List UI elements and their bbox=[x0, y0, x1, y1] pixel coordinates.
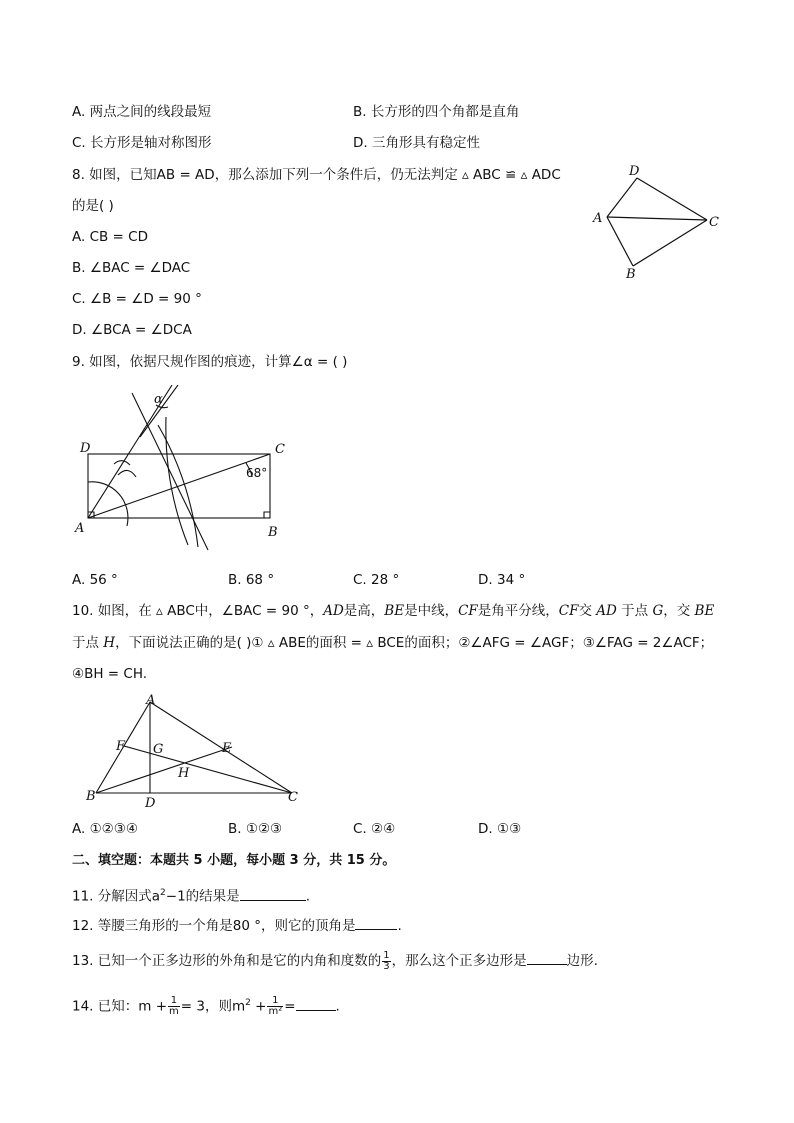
q9-fig-label-a: A bbox=[75, 521, 85, 536]
q10-stem-line1: 10. 如图，在 ▵ ABC中，∠BAC = 90 °，AD是高，BE是中线，CF是角平分线，CF交 AD 于点 G，交 BE bbox=[72, 603, 715, 619]
q10-fig-label-d: D bbox=[145, 796, 156, 811]
q10-fig-label-e: E bbox=[222, 741, 232, 756]
q9-fig-label-d: D bbox=[80, 441, 91, 456]
q9-fig-label-b: B bbox=[268, 525, 278, 540]
q10-fig-label-a: A bbox=[146, 693, 156, 708]
q14-fraction-1: $\frac{1}{m}$ bbox=[169, 995, 179, 1017]
q9-fig-label-c: C bbox=[275, 442, 285, 457]
q10-fig-label-g: G bbox=[153, 742, 164, 757]
q9-fig-angle-68: 68° bbox=[246, 466, 268, 480]
q8-figure bbox=[585, 158, 725, 283]
q14-answer-blank[interactable] bbox=[296, 996, 336, 1011]
q8-fig-label-d: D bbox=[629, 164, 640, 179]
q8-stem-line2: 的是( ) bbox=[72, 198, 114, 214]
q9-stem: 9. 如图，依据尺规作图的痕迹，计算∠α = ( ) bbox=[72, 354, 348, 370]
q9-option-b: B. 68 ° bbox=[228, 572, 275, 588]
q13-fraction: $\frac{1}{3}$ bbox=[383, 949, 390, 972]
q9-figure bbox=[70, 385, 300, 555]
q11-answer-blank[interactable] bbox=[240, 886, 306, 901]
q11: 11. 分解因式$a^2-1$的结果是 . bbox=[72, 884, 310, 906]
q12: 12. 等腰三角形的一个角是80 °，则它的顶角是 . bbox=[72, 915, 402, 935]
q8-fig-label-a: A bbox=[593, 211, 603, 226]
q10-fig-label-f: F bbox=[116, 739, 126, 754]
q8-fig-label-c: C bbox=[709, 215, 719, 230]
q7-option-a: A. 两点之间的线段最短 bbox=[72, 104, 212, 120]
q13-answer-blank[interactable] bbox=[527, 950, 567, 965]
q10-option-b: B. ①②③ bbox=[228, 821, 283, 837]
q7-option-d: D. 三角形具有稳定性 bbox=[353, 135, 480, 151]
q8-fig-label-b: B bbox=[626, 267, 636, 282]
q10-option-a: A. ①②③④ bbox=[72, 821, 138, 837]
q14: 14. 已知：m + $\frac{1}{m}$ = 3，则$m^2$ + $\frac{1}{\text{m²}}$ = . bbox=[72, 995, 340, 1017]
q9-fig-label-alpha: α bbox=[154, 392, 163, 407]
q9-option-a: A. 56 ° bbox=[72, 572, 118, 588]
q8-option-c: C. ∠B = ∠D = 90 ° bbox=[72, 291, 202, 307]
q10-fig-label-b: B bbox=[86, 789, 96, 804]
q10-option-d: D. ①③ bbox=[478, 821, 522, 837]
section2-title: 二、填空题：本题共 5 小题，每小题 3 分，共 15 分。 bbox=[72, 853, 396, 868]
q8-option-b: B. ∠BAC = ∠DAC bbox=[72, 260, 191, 276]
q10-stem-line2: 于点 H，下面说法正确的是( )① ▵ ABE的面积 = ▵ BCE的面积；②∠AFG = ∠AGF；③∠FAG = 2∠ACF； bbox=[72, 635, 714, 651]
q7-option-c: C. 长方形是轴对称图形 bbox=[72, 135, 212, 151]
q8-option-d: D. ∠BCA = ∠DCA bbox=[72, 322, 192, 338]
q12-answer-blank[interactable] bbox=[355, 915, 397, 930]
q9-option-d: D. 34 ° bbox=[478, 572, 526, 588]
q10-fig-label-h: H bbox=[178, 766, 190, 781]
q10-option-c: C. ②④ bbox=[353, 821, 396, 837]
q13: 13. 已知一个正多边形的外角和是它的内角和度数的 $\frac{1}{3}$ ，那么这个正多边形是 边形. bbox=[72, 949, 598, 972]
q14-fraction-2: $\frac{1}{\text{m²}}$ bbox=[268, 995, 283, 1017]
q7-option-b: B. 长方形的四个角都是直角 bbox=[353, 104, 520, 120]
q10-stem-line3: ④BH = CH. bbox=[72, 666, 148, 682]
q8-stem-line1: 8. 如图，已知AB = AD，那么添加下列一个条件后，仍无法判定 ▵ ABC ≌ ▵ ADC bbox=[72, 167, 561, 183]
q10-fig-label-c: C bbox=[288, 790, 298, 805]
q8-option-a: A. CB = CD bbox=[72, 229, 148, 245]
q9-option-c: C. 28 ° bbox=[353, 572, 400, 588]
q10-figure bbox=[82, 692, 312, 812]
